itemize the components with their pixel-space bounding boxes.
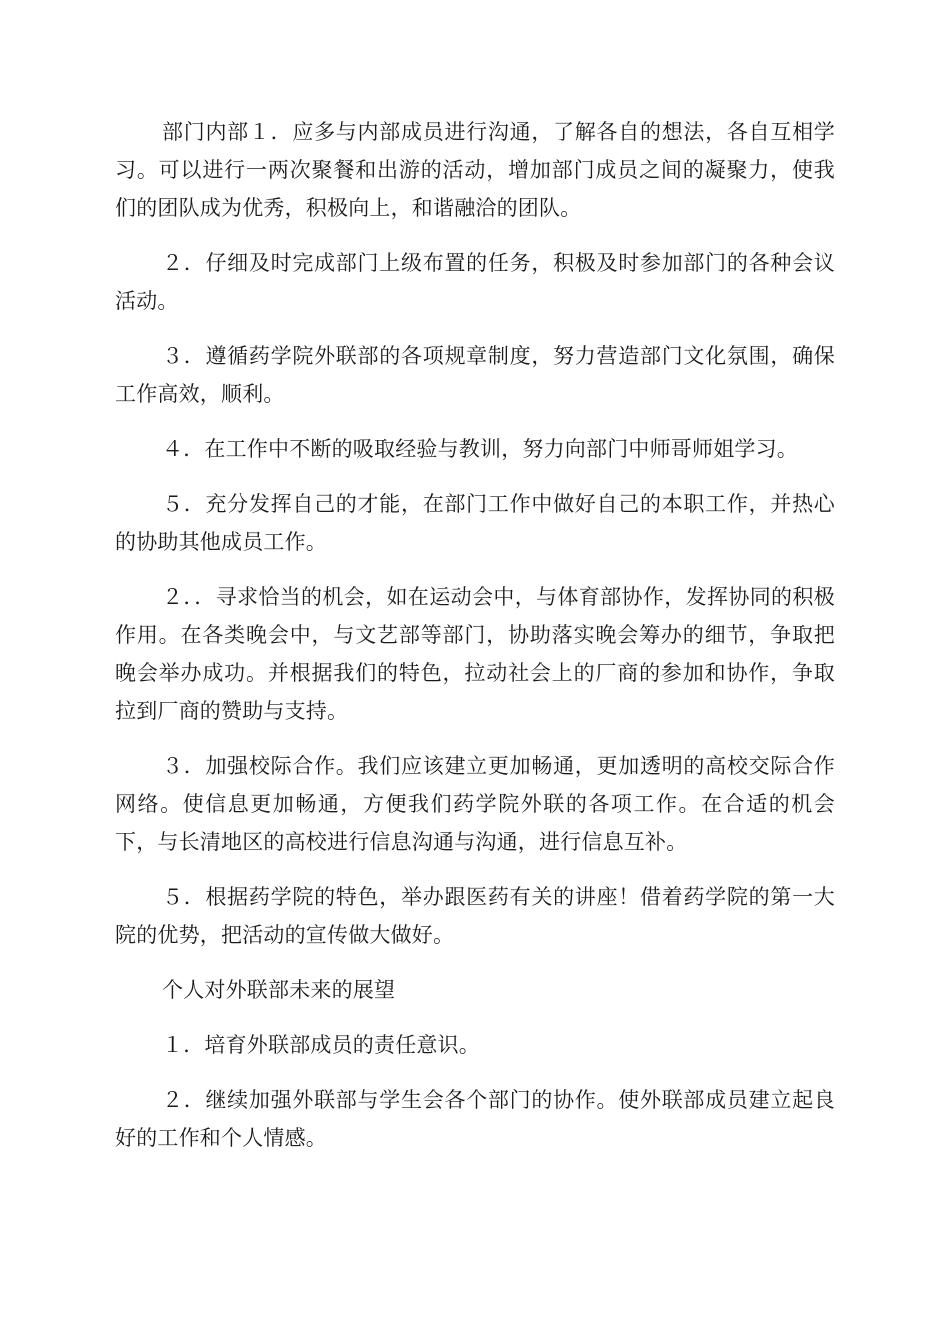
paragraph-learn-experience: ４．在工作中不断的吸取经验与教训，努力向部门中师哥师姐学习。 <box>162 437 798 461</box>
paragraph-cooperation: ２．继续加强外联部与学生会各个部门的协作。使外联部成员建立起良好的工作和个人情感。 <box>115 1088 835 1150</box>
paragraph-follow-rules: ３．遵循药学院外联部的各项规章制度，努力营造部门文化氛围，确保工作高效，顺利。 <box>115 344 835 406</box>
section-heading-outlook: 个人对外联部未来的展望 <box>162 978 396 1002</box>
paragraph-assist-members: ５．充分发挥自己的才能，在部门工作中做好自己的本职工作，并热心的协助其他成员工作。 <box>115 492 835 554</box>
paragraph-lectures: ５．根据药学院的特色，举办跟医药有关的讲座！借着药学院的第一大院的优势，把活动的宣传做大做好。 <box>115 885 835 947</box>
paragraph-complete-tasks: ２．仔细及时完成部门上级布置的任务，积极及时参加部门的各种会议活动。 <box>115 251 835 313</box>
document-body <box>115 113 835 1174</box>
paragraph-internal-communication: 部门内部１．应多与内部成员进行沟通，了解各自的想法，各自互相学习。可以进行一两次聚餐和出游的活动，增加部门成员之间的凝聚力，使我们的团队成为优秀，积极向上，和谐融洽的团队。 <box>115 120 835 220</box>
paragraph-responsibility: １．培育外联部成员的责任意识。 <box>162 1033 480 1057</box>
paragraph-seek-opportunities: ２．．寻求恰当的机会，如在运动会中，与体育部协作，发挥协同的积极作用。在各类晚会中，与文艺部等部门，协助落实晚会筹办的细节，争取把晚会举办成功。并根据我们的特色，拉动社会上的厂商的参加和协作，争取拉到厂商的赞助与支持。 <box>115 585 835 723</box>
paragraph-inter-school-cooperation: ３．加强校际合作。我们应该建立更加畅通，更加透明的高校交际合作网络。使信息更加畅通，方便我们药学院外联的各项工作。在合适的机会下，与长清地区的高校进行信息沟通与沟通，进行信息互补。 <box>115 754 835 854</box>
